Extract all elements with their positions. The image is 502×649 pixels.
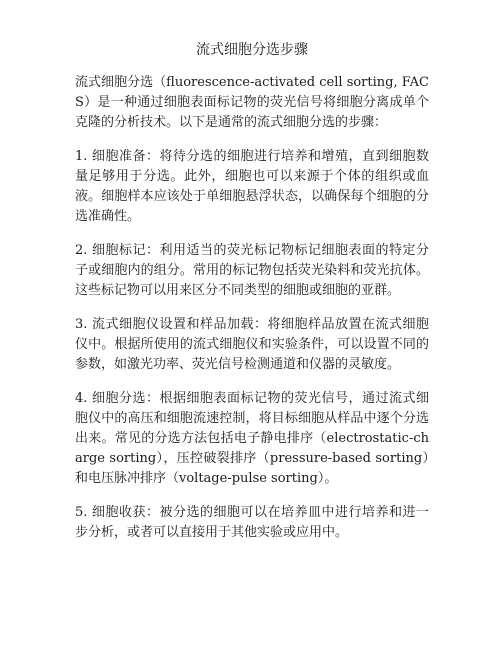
document-page — [75, 40, 429, 557]
document-title: 流式细胞分选步骤 — [196, 42, 308, 58]
step-2-paragraph: 2. 细胞标记：利用适当的荧光标记物标记细胞表面的特定分子或细胞内的组分。常用的标记物包括荧光染料和荧光抗体。这些标记物可以用来区分不同类型的细胞或细胞的亚群。 — [75, 243, 429, 298]
step-4-paragraph: 4. 细胞分选：根据细胞表面标记物的荧光信号，通过流式细胞仪中的高压和细胞流速控制，将目标细胞从样品中逐个分选出来。常见的分选方法包括电子静电排序（electrostatic-charge sorting），压控破裂排序（pressure-based sorting）和电压脉冲排序（voltage-pulse sorting）。 — [75, 391, 429, 486]
step-5-paragraph: 5. 细胞收获：被分选的细胞可以在培养皿中进行培养和进一步分析，或者可以直接用于其他实验或应用中。 — [75, 505, 429, 540]
step-3-paragraph: 3. 流式细胞仪设置和样品加载：将细胞样品放置在流式细胞仪中。根据所使用的流式细胞仪和实验条件，可以设置不同的参数，如激光功率、荧光信号检测通道和仪器的灵敏度。 — [75, 317, 429, 372]
intro-paragraph: 流式细胞分选（fluorescence-activated cell sorting, FACS）是一种通过细胞表面标记物的荧光信号将细胞分离成单个克隆的分析技术。以下是通常的流式细胞分选的步骤： — [75, 75, 429, 130]
step-1-paragraph: 1. 细胞准备：将待分选的细胞进行培养和增殖，直到细胞数量足够用于分选。此外，细胞也可以来源于个体的组织或血液。细胞样本应该处于单细胞悬浮状态，以确保每个细胞的分选准确性。 — [75, 149, 429, 224]
